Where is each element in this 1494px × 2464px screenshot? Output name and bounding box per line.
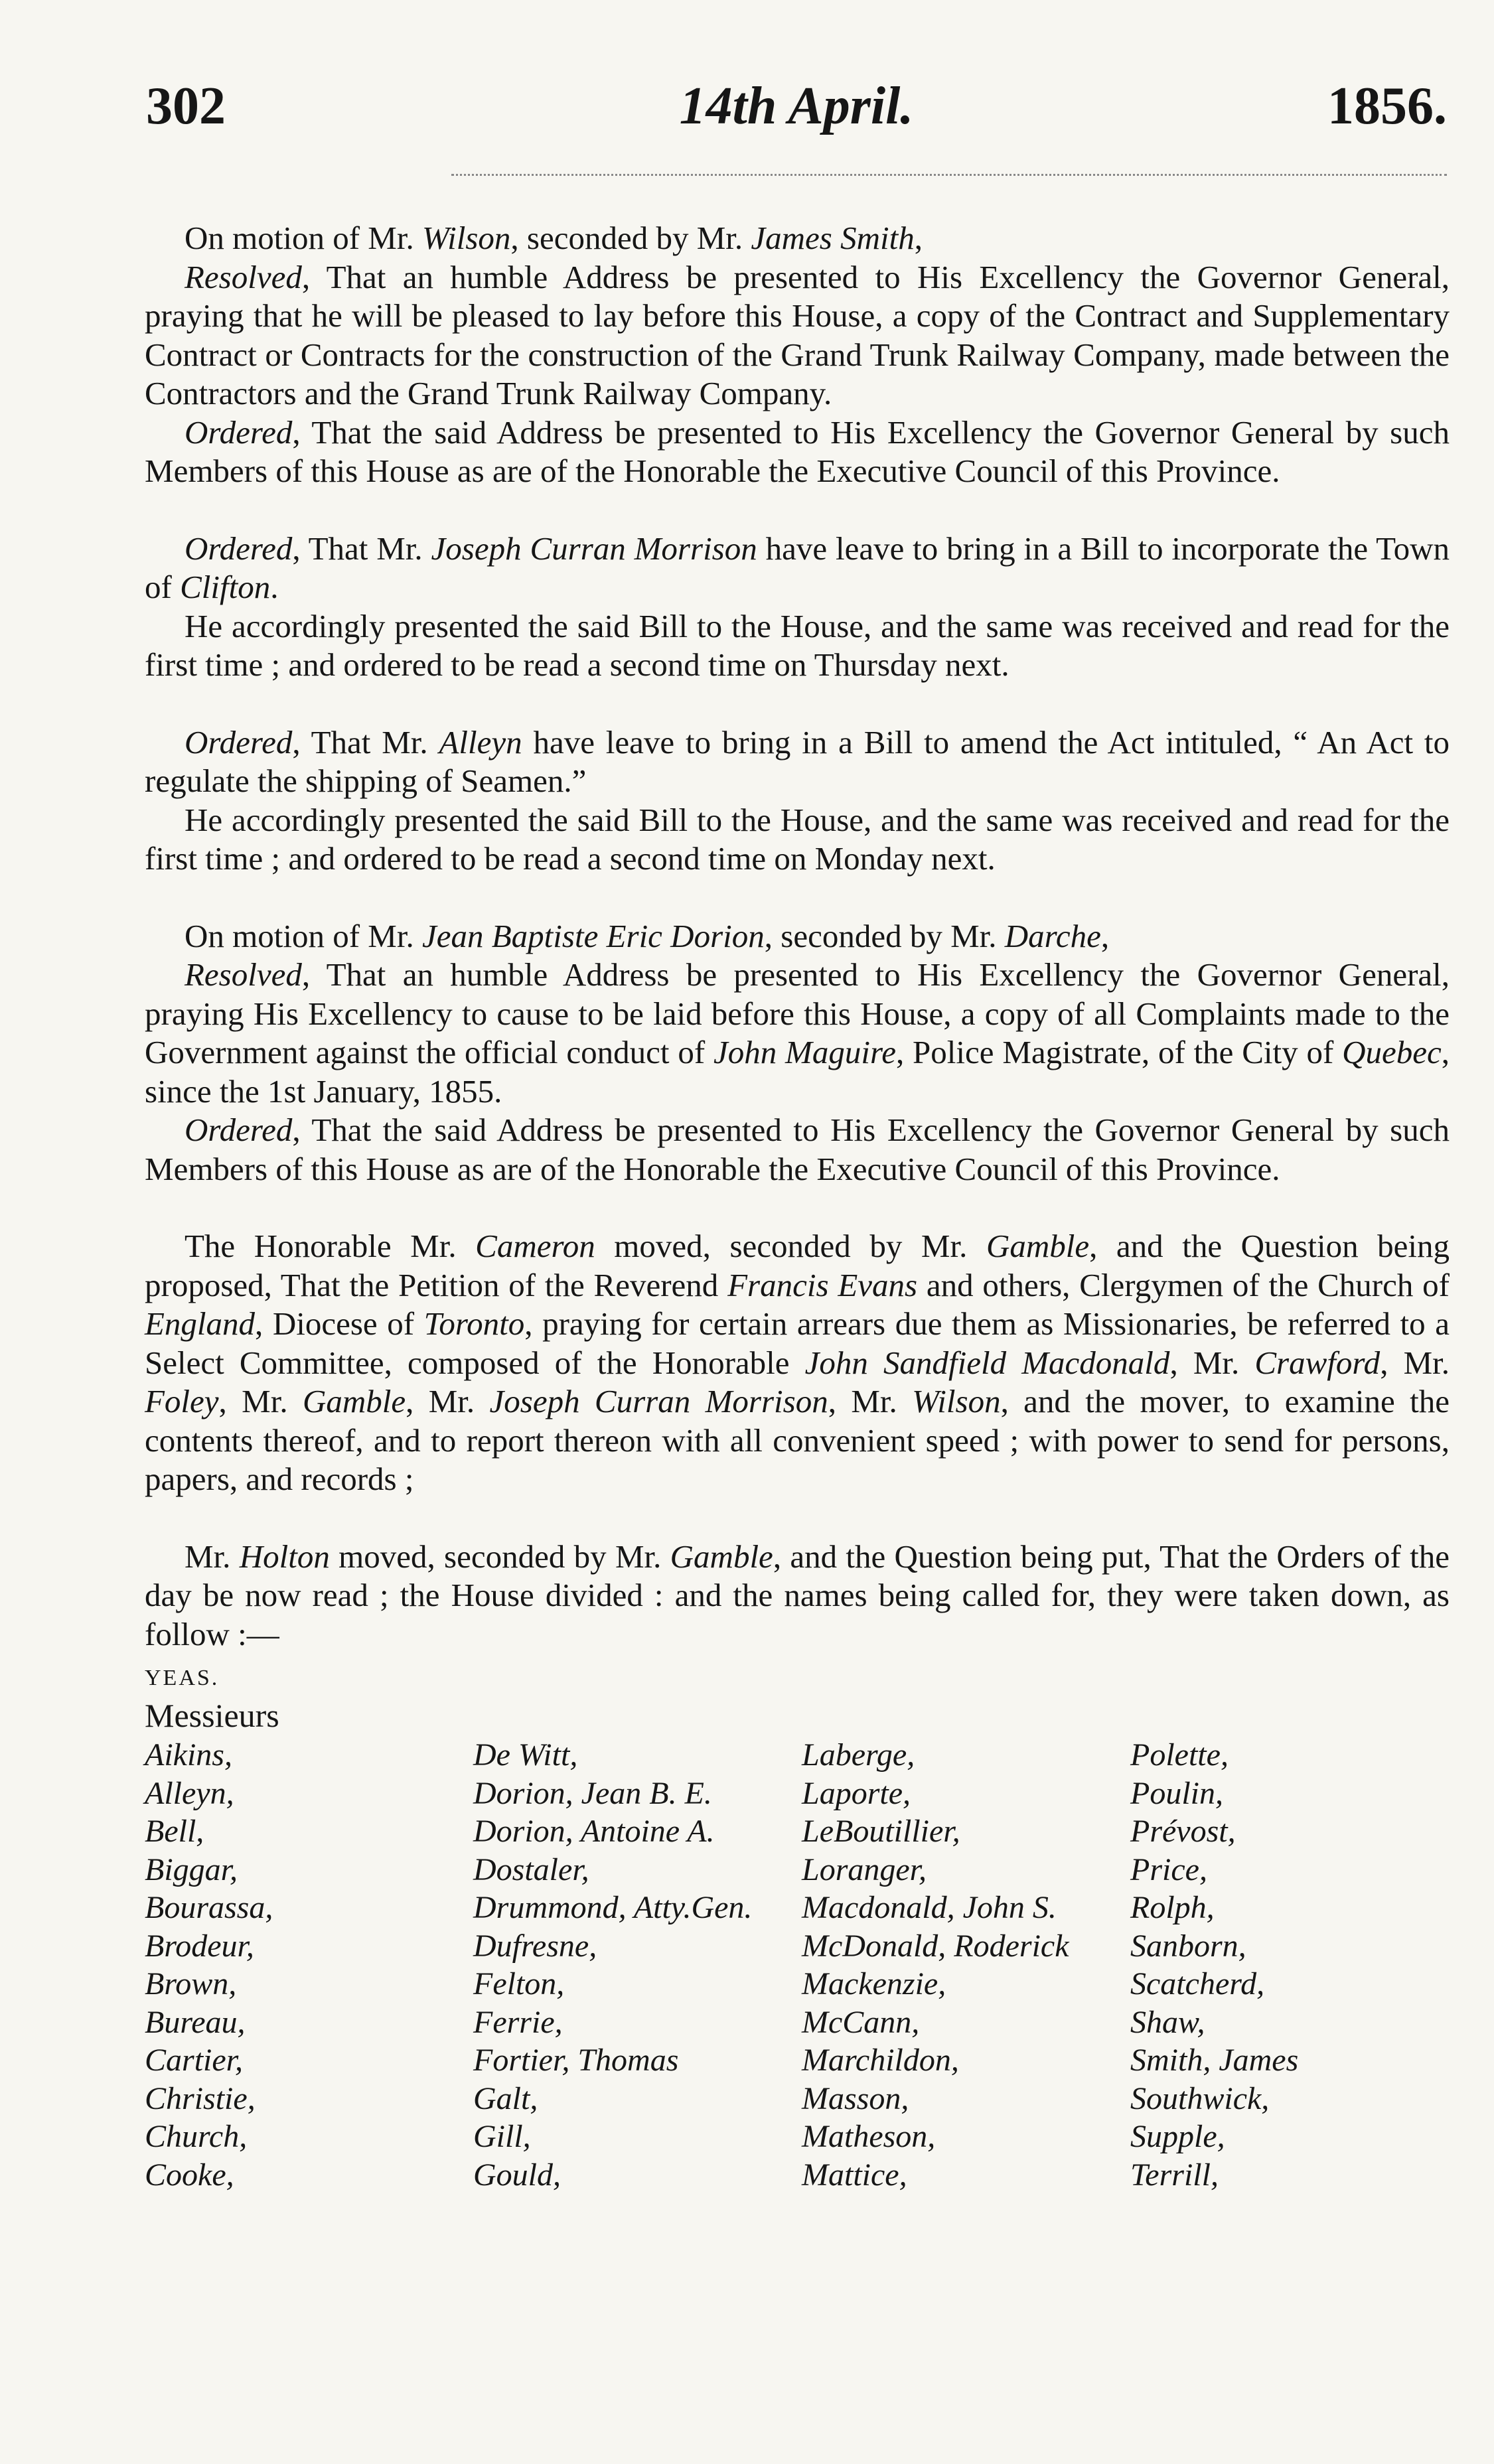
yeas-name: Drummond, Atty.Gen.	[473, 1890, 753, 1925]
yeas-name: Southwick,	[1130, 2080, 1270, 2116]
page-year: 1856.	[1327, 77, 1447, 135]
yeas-name: Macdonald, John S.	[802, 1890, 1057, 1925]
motion-cameron: The Honorable Mr. Cameron moved, seconded by Mr. Gamble, and the Question being proposed, That the Petition of the Reverend Francis Evans and others, Clergymen of the Church of England, Diocese of Toronto, praying for certain arrears due them as Missionaries, be referred to a Select Committee, composed of the Honorable John Sandfield Macdonald, Mr. Crawford, Mr. Foley, Mr. Gamble, Mr. Joseph Curran Morrison, Mr. Wilson, and the mover, to examine the contents thereof, and to report thereon with all convenient speed ; with power to send for persons, papers, and records ;	[145, 1228, 1450, 1497]
motion-wilson: On motion of Mr. Wilson, seconded by Mr. James Smith,	[185, 220, 923, 256]
yeas-name: Dorion, Antoine A.	[473, 1814, 715, 1849]
yeas-name: Laporte,	[802, 1775, 911, 1811]
resolved-grand-trunk: Resolved, That an humble Address be presented to His Excellency the Governor General, praying that he will be pleased to lay before this House, a copy of the Contract and Supplementary Contract or Contracts for the construction of the Grand Trunk Railway Company, made between the Contractors and the Grand Trunk Railway Company.	[145, 258, 1450, 411]
yeas-name: Supple,	[1130, 2119, 1225, 2154]
header-rule	[451, 174, 1447, 176]
motion-holton: Mr. Holton moved, seconded by Mr. Gamble, and the Question being put, That the Orders of the day be now read ; the House divided : and the names being called for, they were taken down, as follow :—	[145, 1538, 1450, 1652]
yeas-name: Rolph,	[1130, 1890, 1215, 1925]
yeas-name: Poulin,	[1130, 1775, 1223, 1811]
messieurs-heading: Messieurs	[145, 1697, 279, 1734]
yeas-heading: YEAS.	[145, 1666, 220, 1690]
seamen-bill-read: He accordingly presented the said Bill to the House, and the same was received and read for the first time ; and ordered to be read a second time on Monday next.	[145, 801, 1450, 877]
yeas-name: Bell,	[145, 1814, 204, 1849]
yeas-name: Dostaler,	[473, 1851, 589, 1887]
yeas-names-list	[145, 1736, 1450, 2194]
resolved-maguire: Resolved, That an humble Address be presented to His Excellency the Governor General, praying His Excellency to cause to be laid before this House, a copy of all Complaints made to the Government against the official conduct of John Maguire, Police Magistrate, of the City of Quebec, since the 1st January, 1855.	[145, 956, 1450, 1110]
yeas-name: Brown,	[145, 1966, 237, 2001]
yeas-name: LeBoutillier,	[802, 1814, 960, 1849]
yeas-name: McCann,	[802, 2004, 920, 2040]
journal-body	[145, 219, 1450, 2194]
yeas-name: Mattice,	[802, 2157, 907, 2193]
yeas-name: Matheson,	[802, 2119, 936, 2154]
yeas-name: Cartier,	[145, 2043, 244, 2078]
yeas-name: Scatcherd,	[1130, 1966, 1265, 2001]
yeas-name: Ferrie,	[473, 2004, 563, 2040]
yeas-name: Cooke,	[145, 2157, 234, 2193]
yeas-name: Laberge,	[802, 1737, 915, 1773]
yeas-name: Marchildon,	[802, 2043, 959, 2078]
yeas-name: Price,	[1130, 1851, 1207, 1887]
yeas-name: De Witt,	[473, 1737, 578, 1773]
yeas-name: Loranger,	[802, 1851, 927, 1887]
yeas-name: Gill,	[473, 2119, 531, 2154]
yeas-name: Alleyn,	[145, 1775, 234, 1811]
yeas-name: Christie,	[145, 2080, 256, 2116]
ordered-seamen-bill: Ordered, That Mr. Alleyn have leave to bring in a Bill to amend the Act intituled, “ An Act to regulate the shipping of Seamen.”	[145, 723, 1450, 799]
yeas-name: Prévost,	[1130, 1814, 1236, 1849]
yeas-name: Sanborn,	[1130, 1928, 1246, 1964]
page-date: 14th April.	[679, 77, 914, 135]
yeas-name: Aikins,	[145, 1737, 232, 1773]
yeas-name: Bourassa,	[145, 1890, 273, 1925]
yeas-name: Dorion, Jean B. E.	[473, 1775, 712, 1811]
yeas-name: Gould,	[473, 2157, 561, 2193]
yeas-name: Bureau,	[145, 2004, 246, 2040]
yeas-name: Smith, James	[1130, 2043, 1299, 2078]
ordered-clifton-bill: Ordered, That Mr. Joseph Curran Morrison have leave to bring in a Bill to incorporate the Town of Clifton.	[145, 530, 1450, 605]
motion-dorion: On motion of Mr. Jean Baptiste Eric Dorion, seconded by Mr. Darche,	[185, 917, 1110, 954]
ordered-address-2: Ordered, That the said Address be presented to His Excellency the Governor General by such Members of this House as are of the Honorable the Executive Council of this Province.	[145, 1112, 1450, 1187]
yeas-name: Brodeur,	[145, 1928, 254, 1964]
page-header	[146, 70, 1447, 143]
clifton-bill-read: He accordingly presented the said Bill to the House, and the same was received and read for the first time ; and ordered to be read a second time on Thursday next.	[145, 607, 1450, 683]
yeas-name: Masson,	[802, 2080, 909, 2116]
yeas-name: Polette,	[1130, 1737, 1229, 1773]
yeas-name: Terrill,	[1130, 2157, 1219, 2193]
yeas-name: Shaw,	[1130, 2004, 1205, 2040]
yeas-name: McDonald, Roderick	[802, 1928, 1069, 1964]
yeas-name: Dufresne,	[473, 1928, 597, 1964]
yeas-name: Mackenzie,	[802, 1966, 946, 2001]
yeas-name: Biggar,	[145, 1851, 238, 1887]
ordered-address-1: Ordered, That the said Address be presented to His Excellency the Governor General by such Members of this House as are of the Honorable the Executive Council of this Province.	[145, 413, 1450, 489]
yeas-name: Felton,	[473, 1966, 565, 2001]
page-number: 302	[146, 77, 226, 135]
yeas-name: Church,	[145, 2119, 248, 2154]
yeas-name: Galt,	[473, 2080, 538, 2116]
yeas-name: Fortier, Thomas	[473, 2043, 679, 2078]
